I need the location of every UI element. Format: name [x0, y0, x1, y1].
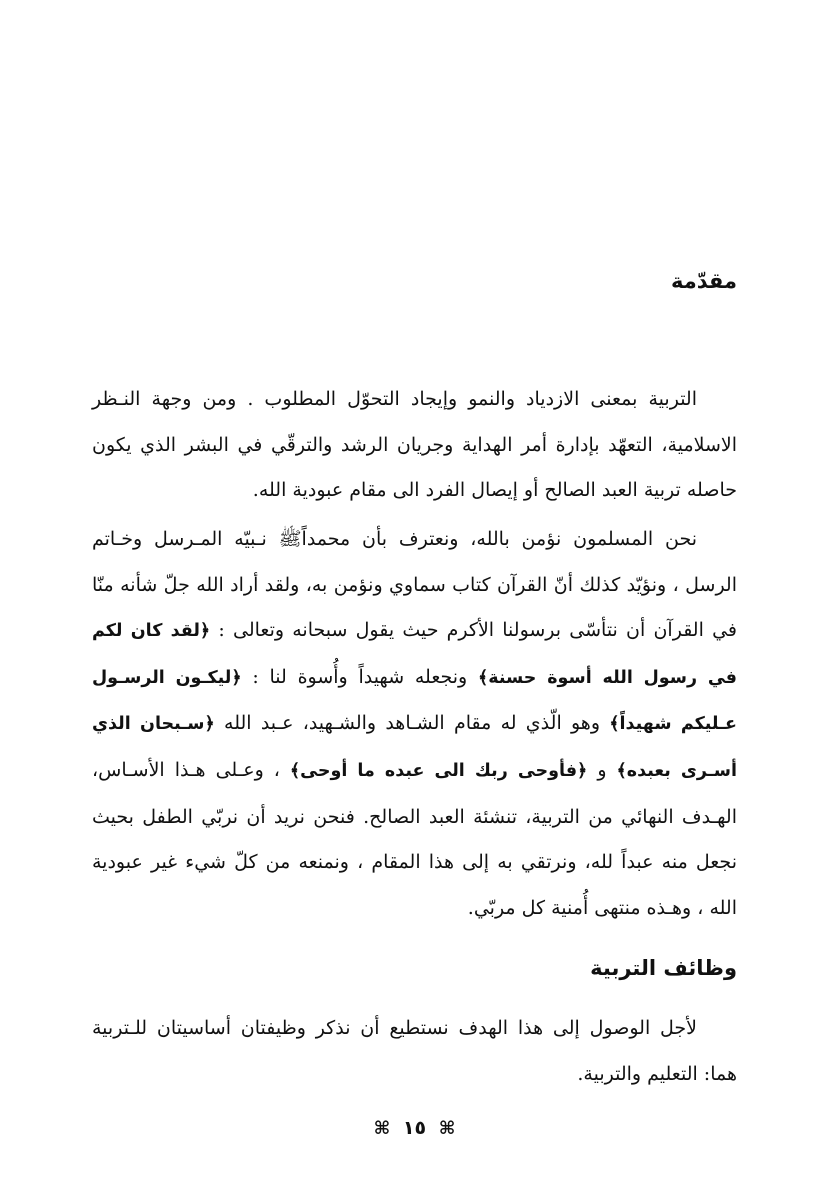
section-heading-functions-of-education: وظائف التربية: [590, 956, 737, 980]
intro-paragraph-belief: [92, 517, 737, 931]
paragraph-text: ونجعله شهيداً وأُسوة لنا :: [241, 665, 478, 688]
quran-quote: ﴿سـبحان الذي أسـرى بعبده﴾: [92, 714, 737, 781]
paragraph-text: ، وعـلى هـذا الأسـاس، الهـدف النهائي من التربية، تنشئة العبد الصالح. فنحن نريد أن نربّي الطفل بحيث نجعل منه عبداً لله، ونرتقي به إلى هذا المقام ، ونمنعه من كلّ شيء غير عبودية الله ، وهـذه منتهى أُمنية كل مربّي.: [92, 758, 737, 919]
paragraph-text: نحن المسلمون نؤمن بالله، ونعترف بأن محمداًﷺ نـبيّه المـرسل وخـاتم الرسل ، ونؤيّد كذلك أنّ القرآن كتاب سماوي ونؤمن به، ولقد أراد الله جلّ شأنه منّا في القرآن أن نتأسّى برسولنا الأكرم حيث يقول سبحانه وتعالى :: [92, 528, 737, 642]
functions-paragraph: لأجل الوصول إلى هذا الهدف نستطيع أن نذكر وظيفتان أساسيتان للـتربية هما: التعليم والتربية.: [92, 1017, 737, 1085]
section-heading-introduction: مقدّمة: [671, 269, 737, 293]
ornament-icon: ⌘: [438, 1118, 456, 1139]
quran-quote: ﴿ليكـون الرسـول عـليكم شهيداً﴾: [92, 667, 737, 735]
page-footer: [0, 1117, 829, 1139]
intro-paragraph-definition: التربية بمعنى الازدياد والنمو وإيجاد التحوّل المطلوب . ومن وجهة النـظر الاسلامية، التعهّد بإدارة أمر الهداية وجريان الرشد والترقّي في البشر الذي يكون حاصله تربية العبد الصالح أو إيصال الفرد الى مقام عبودية الله.: [92, 388, 737, 502]
paragraph-text: و: [587, 758, 617, 781]
paragraph-text: وهو الّذي له مقام الشـاهد والشـهيد، عـبد الله: [214, 712, 610, 735]
page-number: ١٥: [402, 1117, 427, 1139]
quran-quote: ﴿فأوحى ربك الى عبده ما أوحى﴾: [289, 760, 588, 781]
ornament-icon: ⌘: [373, 1118, 391, 1139]
quran-quote: ﴿لقد كان لكم في رسول الله أسوة حسنة﴾: [92, 621, 737, 688]
